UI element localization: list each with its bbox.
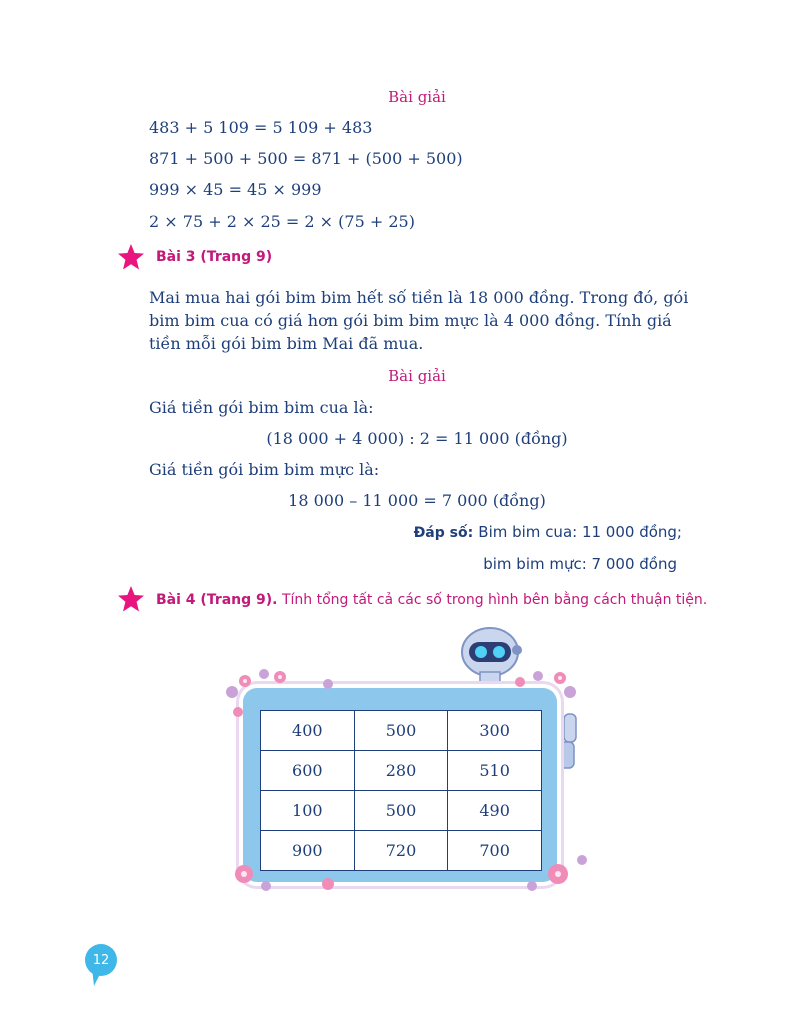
grid-cell: 100	[261, 791, 355, 831]
page-number: 12	[92, 952, 110, 968]
star-icon	[117, 243, 145, 271]
equation-line-4: 2 × 75 + 2 × 25 = 2 × (75 + 25)	[149, 212, 415, 231]
grid-cell: 600	[261, 751, 355, 791]
step2-calc: 18 000 – 11 000 = 7 000 (đồng)	[288, 491, 546, 510]
badge-tail-icon	[90, 968, 104, 986]
exercise-3-title: Bài 3 (Trang 9)	[156, 249, 273, 265]
answer-line-1	[414, 522, 682, 541]
grid-cell: 500	[354, 711, 448, 751]
star-icon	[117, 585, 145, 613]
solution-heading-2: Bài giải	[388, 367, 446, 385]
exercise-4-title: Bài 4 (Trang 9). Tính tổng tất cả các số trong hình bên bằng cách thuận tiện.	[156, 592, 708, 608]
equation-line-3: 999 × 45 = 45 × 999	[149, 180, 322, 199]
equation-line-1: 483 + 5 109 = 5 109 + 483	[149, 118, 373, 137]
grid-cell: 400	[261, 711, 355, 751]
equation-line-2: 871 + 500 + 500 = 871 + (500 + 500)	[149, 149, 463, 168]
solution-heading-1: Bài giải	[388, 88, 446, 106]
grid-cell: 700	[448, 831, 542, 871]
grid-cell: 500	[354, 791, 448, 831]
grid-cell: 280	[354, 751, 448, 791]
answer-line-2: bim bim mực: 7 000 đồng	[483, 555, 677, 573]
answer-value-1: Bim bim cua: 11 000 đồng;	[478, 523, 682, 541]
step1-calc: (18 000 + 4 000) : 2 = 11 000 (đồng)	[266, 429, 568, 448]
step2-text: Giá tiền gói bim bim mực là:	[149, 460, 380, 479]
grid-cell: 900	[261, 831, 355, 871]
answer-label: Đáp số:	[413, 525, 474, 541]
grid-cell: 720	[354, 831, 448, 871]
grid-cell: 490	[448, 791, 542, 831]
flower-decorations	[220, 664, 590, 896]
exercise-3-problem: Mai mua hai gói bim bim hết số tiền là 18 000 đồng. Trong đó, gói bim bim cua có giá hơn gói bim bim mực là 4 000 đồng. Tính giá tiền mỗi gói bim bim Mai đã mua.	[149, 288, 689, 353]
grid-cell: 300	[448, 711, 542, 751]
grid-cell: 510	[448, 751, 542, 791]
step1-text: Giá tiền gói bim bim cua là:	[149, 398, 374, 417]
